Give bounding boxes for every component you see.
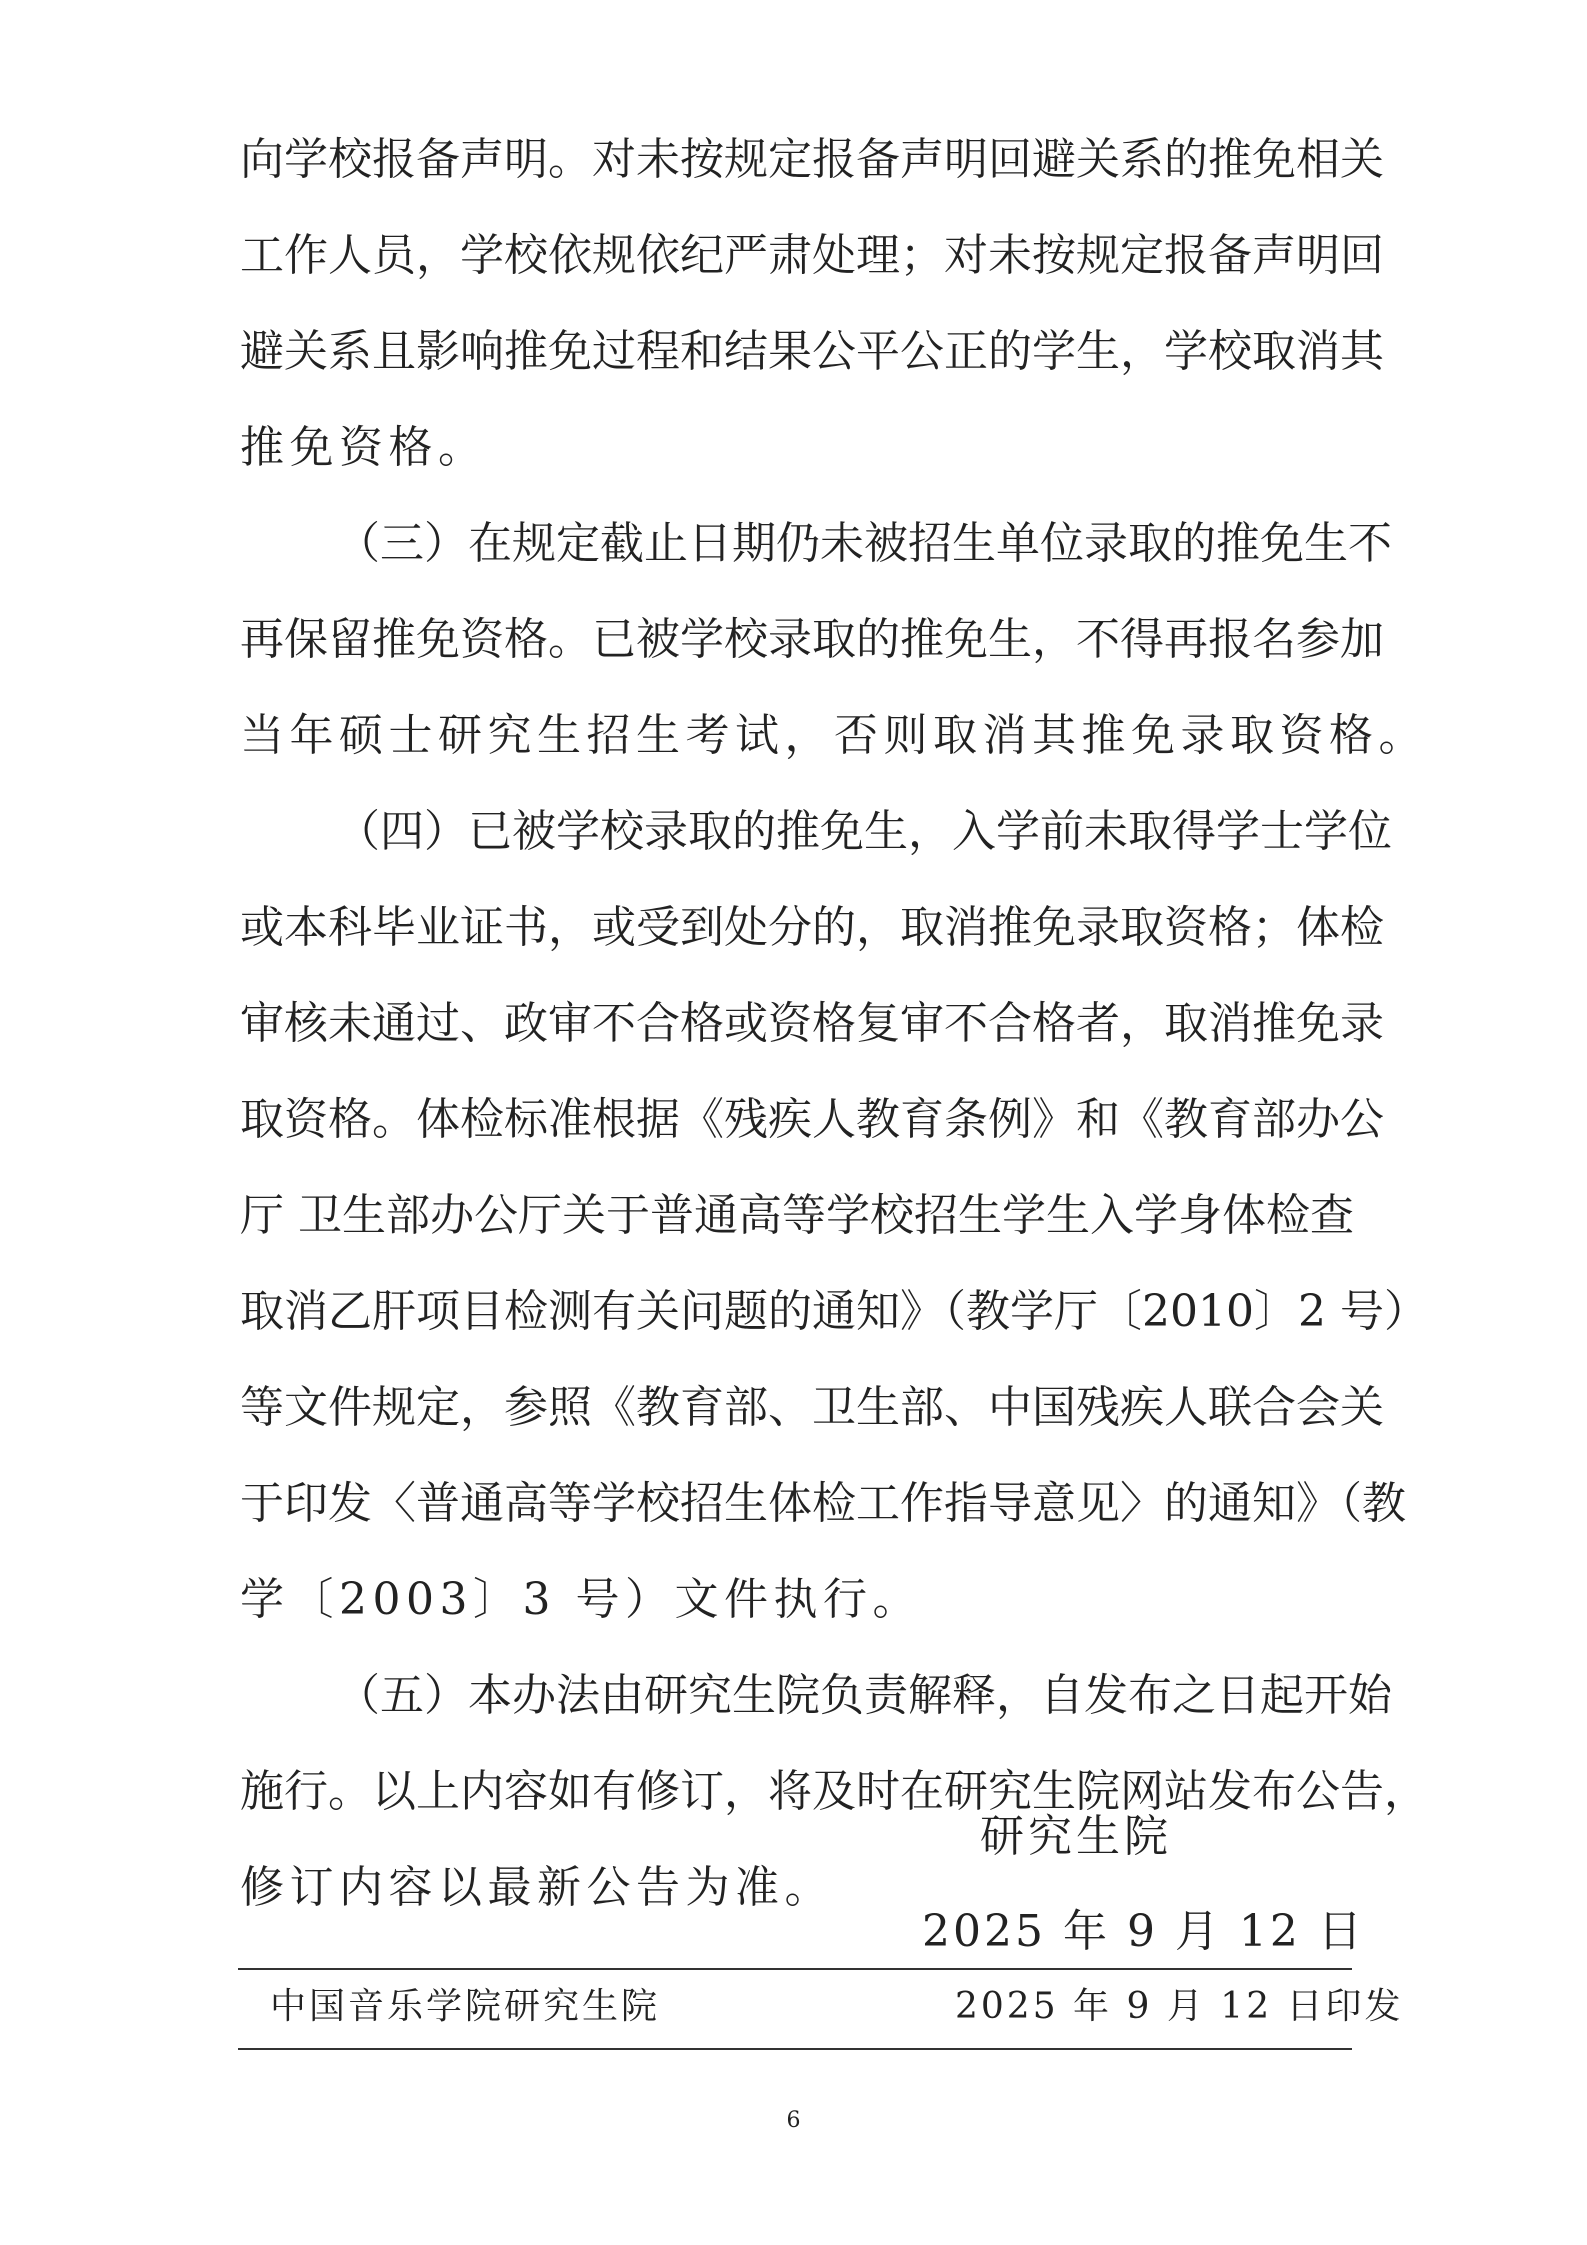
footer-issue-date: 2025 年 9 月 12 日印发	[955, 1986, 1404, 2027]
text-line: 或本科毕业证书，或受到处分的，取消推免录取资格；体检	[240, 902, 1384, 953]
footer-divider-top	[238, 1968, 1352, 1970]
paragraph-5-start: （五）本办法由研究生院负责解释，自发布之日起开始	[336, 1670, 1392, 1721]
text-line: 学〔2003〕3 号）文件执行。	[240, 1574, 922, 1625]
signature-date: 2025 年 9 月 12 日	[922, 1906, 1365, 1957]
page-number: 6	[786, 2108, 801, 2133]
footer-divider-bottom	[238, 2048, 1352, 2050]
text-line: 审核未通过、政审不合格或资格复审不合格者，取消推免录	[240, 998, 1384, 1049]
text-line: 避关系且影响推免过程和结果公平公正的学生，学校取消其	[240, 326, 1384, 377]
text-line: 厅 卫生部办公厅关于普通高等学校招生学生入学身体检查	[240, 1190, 1354, 1241]
text-line: 再保留推免资格。已被学校录取的推免生，不得再报名参加	[240, 614, 1384, 665]
signature-org: 研究生院	[980, 1811, 1172, 1862]
paragraph-3-start: （三）在规定截止日期仍未被招生单位录取的推免生不	[336, 518, 1392, 569]
footer-org: 中国音乐学院研究生院	[270, 1986, 661, 2027]
text-line: 取资格。体检标准根据《残疾人教育条例》和《教育部办公	[240, 1094, 1384, 1145]
text-line: 修订内容以最新公告为准。	[240, 1862, 834, 1913]
text-line: 向学校报备声明。对未按规定报备声明回避关系的推免相关	[240, 134, 1384, 185]
text-line: 施行。以上内容如有修订，将及时在研究生院网站发布公告，	[240, 1766, 1428, 1817]
text-line: 推免资格。	[240, 422, 488, 473]
text-line: 于印发〈普通高等学校招生体检工作指导意见〉的通知》（教	[240, 1478, 1406, 1529]
text-line: 当年硕士研究生招生考试，否则取消其推免录取资格。	[240, 710, 1428, 761]
text-line: 取消乙肝项目检测有关问题的通知》（教学厅〔2010〕2 号）	[240, 1286, 1428, 1337]
paragraph-4-start: （四）已被学校录取的推免生，入学前未取得学士学位	[336, 806, 1392, 857]
document-body	[240, 112, 1428, 1936]
text-line: 等文件规定，参照《教育部、卫生部、中国残疾人联合会关	[240, 1382, 1384, 1433]
text-line: 工作人员，学校依规依纪严肃处理；对未按规定报备声明回	[240, 230, 1384, 281]
